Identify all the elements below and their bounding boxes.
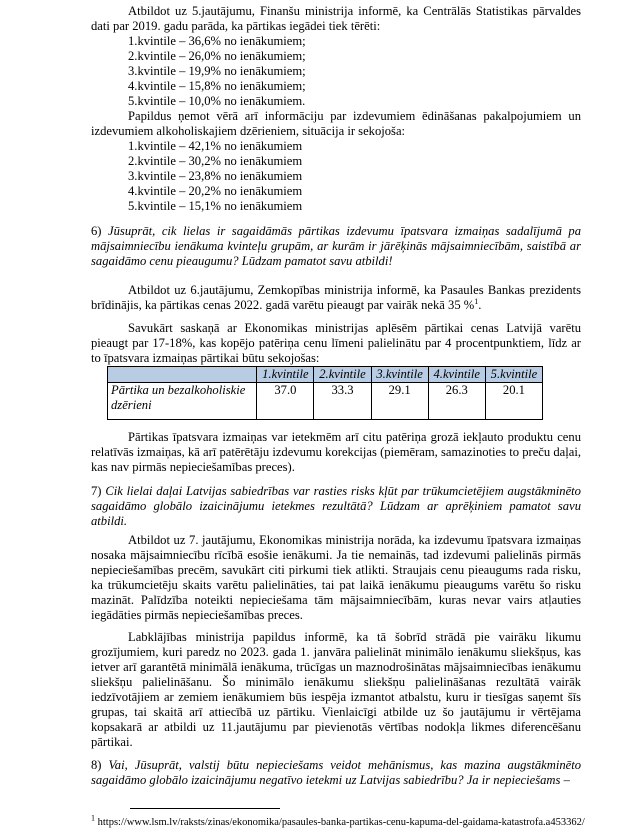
answer-6-p3 <box>91 430 581 475</box>
answer-7-p1: Atbildot uz 7. jautājumu, Ekonomikas ministrija norāda, ka izdevumu īpatsvara izmaiņas nosaka mājsaimniecību rīcībā esošie ienākumi. Ja tie nemainās, tad izdevumi palielinās pirmās nepieciešamības precēm, savukārt citi pirkumi tiek atlikti. Straujais cenu pieaugums rada risku, ka trūkumcietēju skaits varētu palielināties, tai pat laikā ienākumu pieaugums varētu šo risku mazināt. Palīdzība noteikti nepieciešama tām mājsaimniecībām, kuras nevar vairs atļauties iegādāties pirmās nepieciešamības preces. <box>91 533 581 622</box>
footnote <box>91 815 591 830</box>
list-item: 4.kvintile – 15,8% no ienākumiem; <box>128 79 306 93</box>
answer-5-intro: Atbildot uz 5.jautājumu, Finanšu ministrija informē, ka Centrālās Statistikas pārvaldes dati par 2019. gadu parāda, ka pārtikas iegādei tiek tērēti: <box>91 4 581 33</box>
table-cell: 33.3 <box>314 383 371 420</box>
table-cell: 20.1 <box>485 383 542 420</box>
question-number: 6) <box>91 224 102 238</box>
answer-5-additional: Papildus ņemot vērā arī informāciju par izdevumiem ēdināšanas pakalpojumiem un izdevumiem alkoholiskajiem dzērieniem, situācija ir sekojoša: <box>91 109 581 138</box>
answer-5 <box>91 4 581 214</box>
list-item: 1.kvintile – 36,6% no ienākumiem; <box>128 34 306 48</box>
question-7 <box>91 484 581 529</box>
table-cell: 26.3 <box>428 383 485 420</box>
list-item: 2.kvintile – 30,2% no ienākumiem <box>128 154 303 168</box>
footnote-link[interactable]: https://www.lsm.lv/raksts/zinas/ekonomika/pasaules-banka-partikas-cenu-kapuma-del-gaidama-katastrofa.a453362/ <box>97 817 585 828</box>
answer-7 <box>91 533 581 750</box>
quintile-table <box>107 366 543 420</box>
table-header: 4.kvintile <box>428 367 485 383</box>
answer-6-p1: Atbildot uz 6.jautājumu, Zemkopības ministrija informē, ka Pasaules Bankas prezidents brīdinājis, ka pārtikas cenas 2022. gadā varētu pieaugt par vairāk nekā 35 % <box>91 283 581 312</box>
question-8 <box>91 758 581 788</box>
question-number: 7) <box>91 484 102 498</box>
list-item: 2.kvintile – 26,0% no ienākumiem; <box>128 49 306 63</box>
table-header: 5.kvintile <box>485 367 542 383</box>
table-header: 3.kvintile <box>371 367 428 383</box>
table-header: 2.kvintile <box>314 367 371 383</box>
footnote-ref[interactable]: 1 <box>474 296 479 306</box>
document-page <box>91 0 585 830</box>
list-item: 4.kvintile – 20,2% no ienākumiem <box>128 184 303 198</box>
list-item: 3.kvintile – 19,9% no ienākumiem; <box>128 64 306 78</box>
question-text: Jūsuprāt, cik lielas ir sagaidāmās pārtikas izdevumu īpatsvara izmaiņas sadalījumā pa mājsaimniecību ienākuma kvinteļu grupām, ar kurām ir jārēķinās mājsaimniecībām, saistībā ar sagaidāmo cenu pieaugumu? Lūdzam pamatot savu atbildi! <box>91 224 581 268</box>
list-item: 1.kvintile – 42,1% no ienākumiem <box>128 139 303 153</box>
answer-7-p2: Labklājības ministrija papildus informē, ka tā šobrīd strādā pie vairāku likumu grozījumiem, kuri paredz no 2023. gada 1. janvāra palielināt minimālo ienākumu sliekšņus, kas ietver arī garantētā minimālā ienākuma, trūcīgas un maznodrošinātas mājsaimniecības ienākumu sliekšņu palielināšanu. Šo minimālo ienākumu sliekšņu palielināšanas rezultātā vairāk iedzīvotājiem ar zemiem ienākumiem būs iespēja izmantot atbalstu, kuru ir tiesīgas saņemt šīs grupas, tai skaitā arī attiecībā uz pārtiku. Vienlaicīgi atbilde uz šo jautājumu ir vērtējama kopsakarā ar atbildi uz 11.jautājumu par pievienotās vērtības nodokļa likmes diferencēšanu pārtikai. <box>91 630 581 749</box>
table-header: 1.kvintile <box>257 367 314 383</box>
row-label: Pārtika un bezalkoholiskie dzērieni <box>108 383 257 420</box>
table-row <box>108 383 543 420</box>
answer-6-p2: Savukārt saskaņā ar Ekonomikas ministrijas aplēsēm pārtikai cenas Latvijā varētu pieaugt par 17-18%, kas kopējo patēriņa cenu līmeni palielinātu par 4 procentpunktiem, līdz ar to īpatsvara izmaiņas pārtikai būtu sekojošas: <box>91 321 581 365</box>
footnote-number: 1 <box>91 813 95 823</box>
answer-6-p3-text: Pārtikas īpatsvara izmaiņas var ietekmēm arī citu patēriņa grozā iekļauto produktu cenu relatīvās izmaiņas, kā arī patērētāju izdevumu korekcijas (piemēram, samazinoties to preču daļai, kas nav pirmās nepieciešamības preces). <box>91 430 581 474</box>
table-cell: 29.1 <box>371 383 428 420</box>
list-item: 5.kvintile – 15,1% no ienākumiem <box>128 199 303 213</box>
question-text: Vai, Jūsuprāt, valstij būtu nepieciešams veidot mehānismus, kas mazina augstākminēto sagaidāmo globālo izaicinājumu negatīvo ietekmi uz Latvijas sabiedrību? Ja ir nepieciešams – <box>91 758 581 787</box>
question-6 <box>91 224 581 269</box>
footnote-divider <box>130 808 280 809</box>
question-number: 8) <box>91 758 102 772</box>
table-header-row <box>108 367 543 383</box>
list-item: 5.kvintile – 10,0% no ienākumiem. <box>128 94 306 108</box>
period: . <box>478 298 482 312</box>
table-cell: 37.0 <box>257 383 314 420</box>
table-header <box>108 367 257 383</box>
answer-6 <box>91 283 581 366</box>
list-item: 3.kvintile – 23,8% no ienākumiem <box>128 169 303 183</box>
question-text: Cik lielai daļai Latvijas sabiedrības var rasties risks kļūt par trūkumcietējiem augstākminēto sagaidāmo globālo izaicinājumu ietekmes rezultātā? Lūdzam ar aprēķiniem pamatot savu atbildi. <box>91 484 581 528</box>
